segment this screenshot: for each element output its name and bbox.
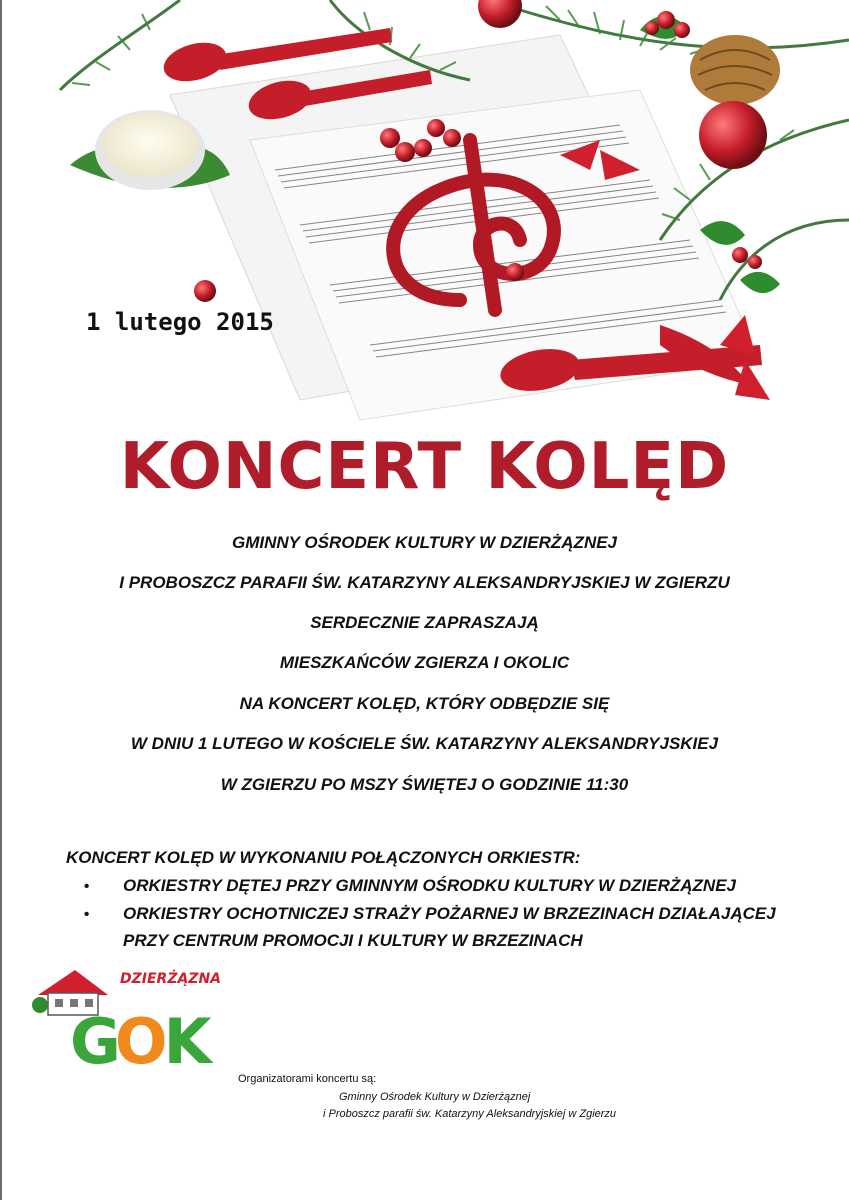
- event-date: 1 lutego 2015: [86, 308, 274, 336]
- invitation-line: W DNIU 1 LUTEGO W KOŚCIELE ŚW. KATARZYNY ALEKSANDRYJSKIEJ: [130, 734, 719, 753]
- logo-town-text: DZIERŻĄZNA: [120, 971, 222, 987]
- organizer-line: Gminny Ośrodek Kultury w Dzierżąznej: [339, 1091, 531, 1103]
- organizers-label: Organizatorami koncertu są:: [238, 1073, 377, 1085]
- gok-logo: [30, 965, 230, 1070]
- invitation-line: I PROBOSZCZ PARAFII ŚW. KATARZYNY ALEKSANDRYJSKIEJ W ZGIERZU: [119, 573, 730, 592]
- invitation-line: MIESZKAŃCÓW ZGIERZA I OKOLIC: [279, 653, 570, 672]
- orchestra-item-continuation: PRZY CENTRUM PROMOCJI I KULTURY W BRZEZINACH: [123, 931, 583, 950]
- orchestra-item: ORKIESTRY DĘTEJ PRZY GMINNYM OŚRODKU KULTURY W DZIERŻĄZNEJ: [123, 876, 737, 895]
- bullet-icon: •: [84, 906, 90, 923]
- pine-cone: [690, 35, 780, 105]
- invitation-line: SERDECZNIE ZAPRASZAJĄ: [310, 613, 539, 632]
- invitation-line: W ZGIERZU PO MSZY ŚWIĘTEJ O GODZINIE 11:30: [220, 775, 629, 794]
- organizer-line: i Proboszcz parafii św. Katarzyny Aleksandryjskiej w Zgierzu: [323, 1108, 617, 1120]
- bullet-icon: •: [84, 878, 90, 895]
- christmas-music-illustration: [0, 0, 849, 430]
- invitation-line: GMINNY OŚRODEK KULTURY W DZIERŻĄZNEJ: [231, 533, 618, 552]
- invitation-line: NA KONCERT KOLĘD, KTÓRY ODBĘDZIE SIĘ: [239, 694, 610, 713]
- logo-letters: GOK: [70, 1005, 212, 1070]
- poster-title: KONCERT KOLĘD: [119, 430, 730, 504]
- orchestras-heading: KONCERT KOLĘD W WYKONANIU POŁĄCZONYCH ORKIESTR:: [66, 848, 581, 867]
- orchestra-item: ORKIESTRY OCHOTNICZEJ STRAŻY POŻARNEJ W BRZEZINACH DZIAŁAJĄCEJ: [123, 904, 776, 923]
